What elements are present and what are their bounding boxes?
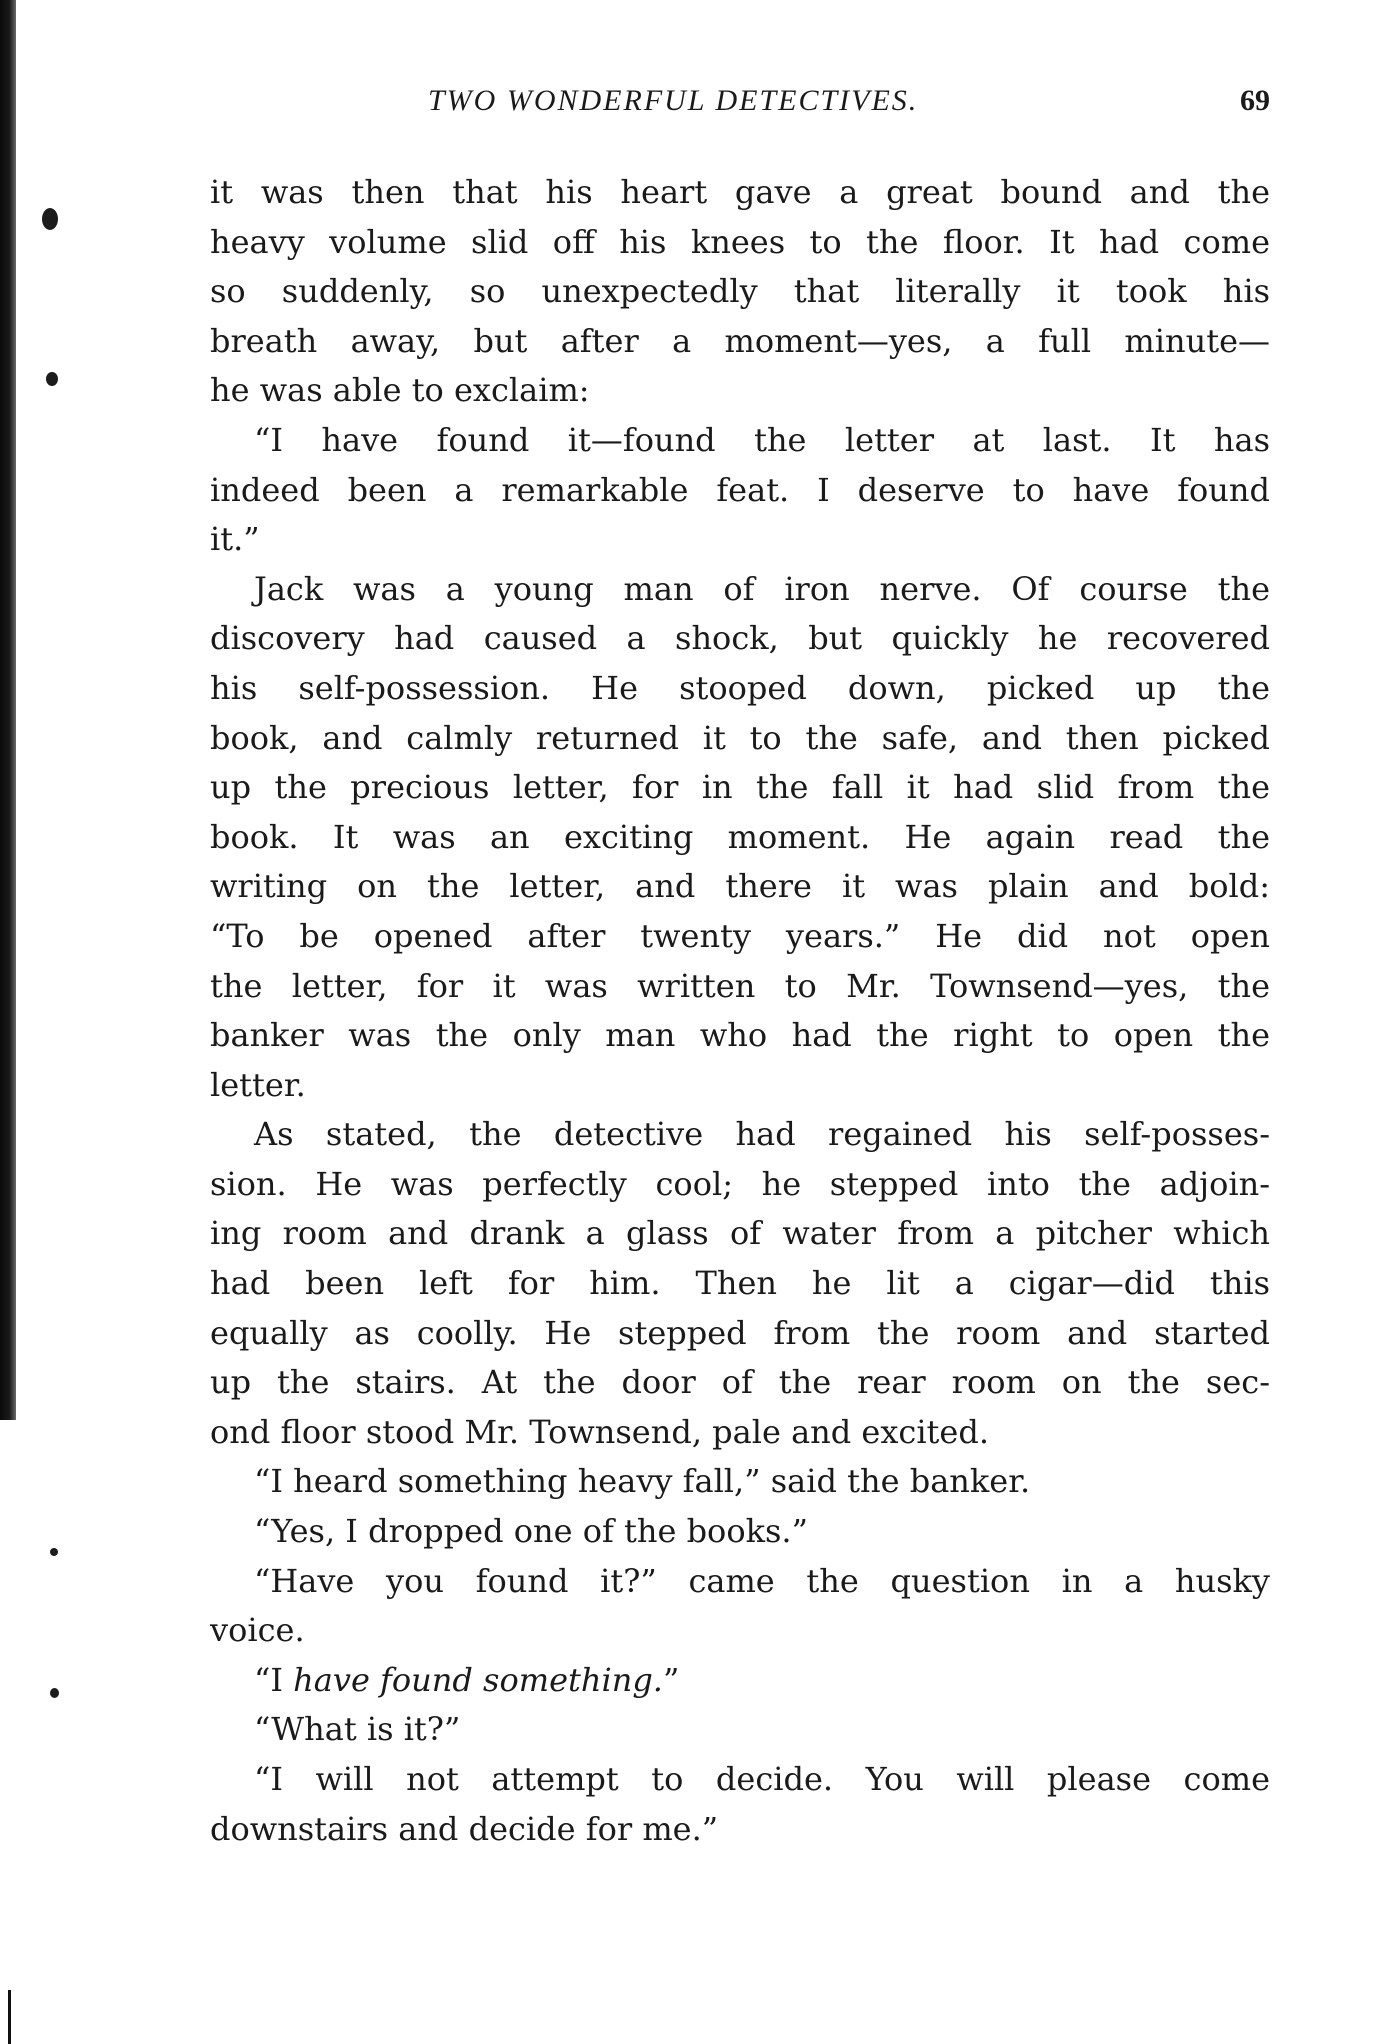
- ink-speck: [50, 1548, 58, 1556]
- binding-edge-shadow: [0, 0, 16, 1420]
- text-line: had been left for him. Then he lit a cigar—did this: [210, 1264, 1270, 1303]
- text-line: “I will not attempt to decide. You will please come: [254, 1760, 1270, 1798]
- text-line: As stated, the detective had regained his self-posses-: [254, 1115, 1270, 1154]
- page-number: 69: [1240, 84, 1270, 117]
- page-header: [210, 84, 1270, 130]
- text-line: his self-possession. He stooped down, picked up the: [210, 668, 1270, 707]
- text-line: banker was the only man who had the right to open the: [210, 1016, 1270, 1055]
- text-line: book. It was an exciting moment. He again read the: [210, 817, 1270, 856]
- text-line: “Have you found it?” came the question in a husky: [254, 1561, 1270, 1600]
- ink-speck: [42, 208, 58, 230]
- text-line: up the stairs. At the door of the rear room on the sec-: [210, 1363, 1270, 1402]
- text-line: heavy volume slid off his knees to the floor. It had come: [210, 222, 1270, 261]
- text-line: discovery had caused a shock, but quickly he recovered: [210, 619, 1270, 658]
- ink-speck: [46, 372, 58, 386]
- text-line: the letter, for it was written to Mr. Townsend—yes, the: [210, 966, 1270, 1005]
- emphasis: have found something.: [293, 1660, 663, 1699]
- text-line: book, and calmly returned it to the safe, and then picked: [210, 718, 1270, 757]
- binding-edge-mark: [8, 1990, 11, 2044]
- text-line: “I have found it—found the letter at last. It has: [254, 420, 1270, 459]
- text-line: writing on the letter, and there it was plain and bold:: [210, 867, 1270, 906]
- text-line: he was able to exclaim:: [210, 371, 590, 410]
- text-line: voice.: [210, 1611, 305, 1650]
- text-line: sion. He was perfectly cool; he stepped into the adjoin-: [210, 1164, 1270, 1203]
- text-line: “To be opened after twenty years.” He did not open: [210, 916, 1270, 955]
- text-line: it was then that his heart gave a great bound and the: [210, 173, 1270, 211]
- body-text: [210, 168, 1270, 1854]
- text-line: “I have found something.”: [254, 1660, 680, 1699]
- text-line: it.”: [210, 520, 260, 559]
- running-title: TWO WONDERFUL DETECTIVES.: [428, 84, 919, 117]
- text-line: breath away, but after a moment—yes, a full minute—: [210, 321, 1270, 360]
- text-line: “What is it?”: [254, 1710, 461, 1749]
- text-line: letter.: [210, 1065, 306, 1104]
- text-line: indeed been a remarkable feat. I deserve to have found: [210, 470, 1270, 509]
- text-line: downstairs and decide for me.”: [210, 1809, 719, 1848]
- ink-speck: [50, 1688, 59, 1698]
- text-line: Jack was a young man of iron nerve. Of course the: [254, 569, 1270, 608]
- text-line: ing room and drank a glass of water from a pitcher which: [210, 1214, 1270, 1253]
- text-line: ond floor stood Mr. Townsend, pale and excited.: [210, 1412, 989, 1451]
- text-line: “I heard something heavy fall,” said the banker.: [254, 1462, 1031, 1501]
- text-line: “Yes, I dropped one of the books.”: [254, 1512, 808, 1551]
- text-line: equally as coolly. He stepped from the room and started: [210, 1313, 1270, 1352]
- text-line: so suddenly, so unexpectedly that literally it took his: [210, 272, 1270, 311]
- text-line: up the precious letter, for in the fall it had slid from the: [210, 768, 1270, 807]
